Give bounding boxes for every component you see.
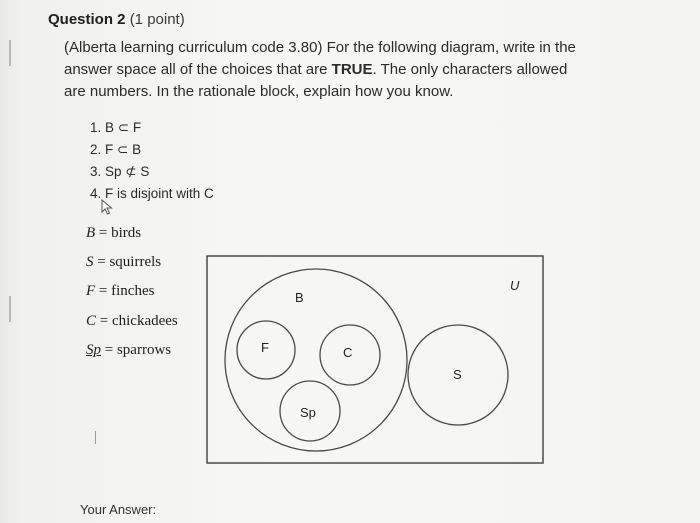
legend-definition: = finches — [95, 283, 155, 299]
question-points: (1 point) — [129, 11, 185, 28]
set-f-label: F — [261, 340, 269, 355]
legend-symbol: F — [86, 283, 96, 299]
legend-symbol: B — [86, 225, 96, 241]
set-sp-label: Sp — [300, 405, 316, 420]
legend-symbol: Sp — [86, 342, 101, 358]
set-s-label: S — [453, 367, 462, 382]
set-c-label: C — [343, 345, 353, 360]
legend-symbol: C — [86, 313, 97, 329]
set-b-label: B — [295, 290, 304, 305]
legend-definition: = chickadees — [96, 313, 178, 329]
legend-symbol: S — [86, 254, 94, 270]
prompt-emphasis: TRUE — [331, 61, 373, 78]
legend-definition: = sparrows — [101, 342, 172, 358]
legend-definition: = squirrels — [93, 254, 162, 270]
text-caret — [95, 431, 96, 444]
universe-label: U — [510, 278, 520, 293]
legend-definition: = birds — [95, 225, 142, 241]
universe-rectangle — [207, 256, 543, 463]
prompt-text-end: . The only characters allowed are numbers. In the rationale block, explain how you know. — [64, 61, 568, 100]
answer-label: Your Answer: — [80, 502, 157, 517]
question-number: Question 2 — [48, 11, 126, 28]
prompt-text: (Alberta learning curriculum code 3.80) For the following diagram, write in the answer space all of the choices that are — [64, 39, 576, 78]
choice-item: 4. F is disjoint with C — [90, 186, 214, 201]
choice-item: 3. Sp ⊄ S — [90, 164, 150, 179]
choice-item: 2. F ⊂ B — [90, 142, 142, 157]
choice-item: 1. B ⊂ F — [90, 120, 142, 135]
